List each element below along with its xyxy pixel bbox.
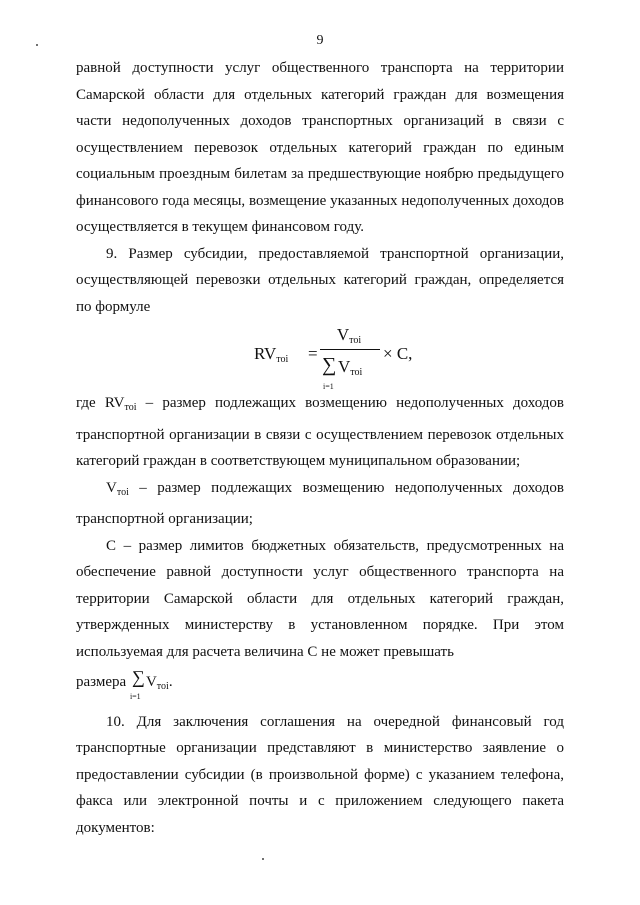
- formula-denominator: $V_{тоi}$: [338, 357, 363, 378]
- paragraph-10: 10. Для заключения соглашения на очередной финансовый год транспортные организации представляют в министерство заявление о предоставлении субсидии (в произвольной форме) с указанием телефона, факса или электронной почты и с приложением следующего пакета документов:: [76, 713, 564, 836]
- scan-speck: [262, 858, 264, 860]
- sum-limit: i=1: [129, 692, 141, 701]
- formula-rhs: × C,: [383, 344, 413, 363]
- definition-c-limit: размера ∑ i=1 $V_{тоi}$.: [76, 669, 564, 701]
- document-body: [76, 55, 564, 841]
- sum-symbol: ∑: [131, 667, 145, 687]
- definition-c: С – размер лимитов бюджетных обязательств, предусмотренных на обеспечение равной доступности услуг общественного транспорта на территории Самарской области для отдельных категорий граждан, утвержденных министерству в установленном порядке. При этом используемая для расчета величина С не может превышать: [76, 537, 564, 660]
- page-number: 9: [316, 33, 324, 48]
- paragraph-1: равной доступности услуг общественного транспорта на территории Самарской области для отдельных категорий граждан для возмещения части недополученных доходов транспортных организаций в связи с осуществлением перевозок отдельных категорий граждан по единым социальным проездным билетам за предшествующие ноябрю предыдущего финансового года месяцы, возмещение указанных недополученных доходов осуществляется в текущем финансовом году.: [76, 60, 564, 235]
- definition-rv: где $RV_{тоi}$ – размер подлежащих возмещению недополученных доходов транспортной организации в связи с осуществлением перевозок отдельных категорий граждан в соответствующем муниципальном образовании;: [76, 395, 564, 469]
- subsidy-formula: [76, 322, 564, 391]
- fraction-bar: [320, 349, 380, 350]
- formula-equals: =: [308, 344, 318, 363]
- sum-limit: i=1: [323, 382, 334, 391]
- sum-symbol: ∑: [322, 354, 337, 376]
- definition-v: $V_{тоi}$ – размер подлежащих возмещению недополученных доходов транспортной организации;: [76, 479, 564, 527]
- formula-numerator: $V_{тоi}$: [336, 325, 362, 346]
- formula-lhs: $RV_{тоi}$: [254, 344, 289, 365]
- paragraph-9: 9. Размер субсидии, предоставляемой транспортной организации, осуществляющей перевозки отдельных категорий граждан, определяется по формуле: [76, 245, 564, 315]
